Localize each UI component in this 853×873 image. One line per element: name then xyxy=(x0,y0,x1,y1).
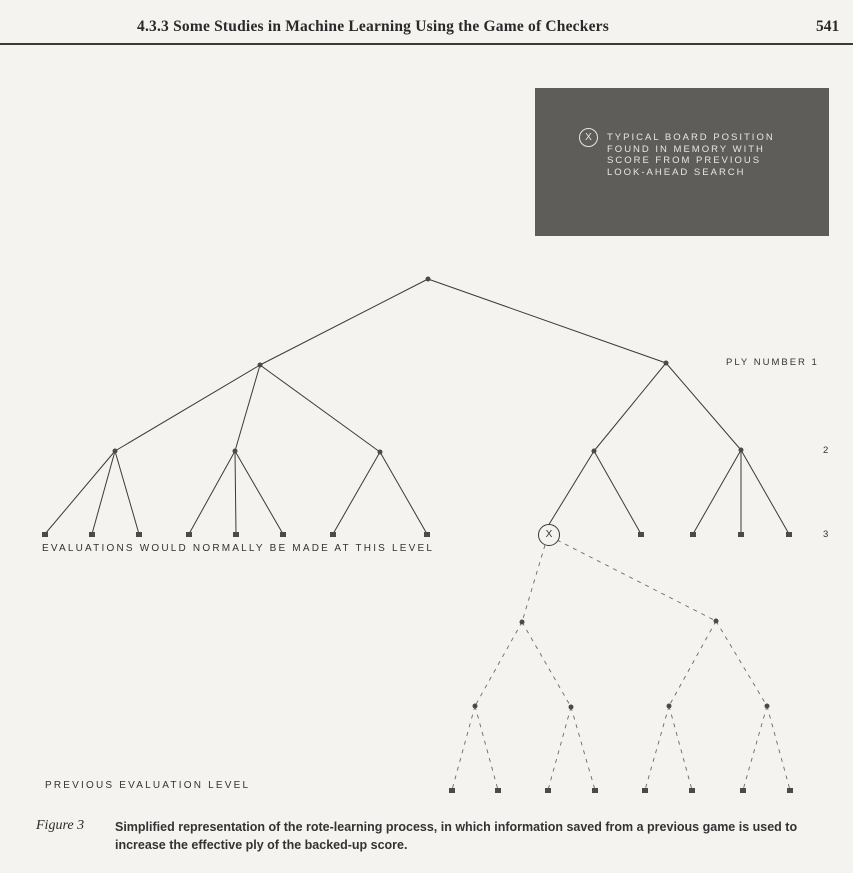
leaf-node xyxy=(424,532,430,537)
ply-number-label: PLY NUMBER 1 xyxy=(726,357,819,368)
legend-line: SCORE FROM PREVIOUS xyxy=(607,155,762,166)
tree-node xyxy=(592,449,597,454)
tree-edge xyxy=(189,451,235,534)
dashed-tree-edges xyxy=(452,540,790,790)
tree-edge xyxy=(235,451,283,534)
legend-line: LOOK-AHEAD SEARCH xyxy=(607,166,746,178)
tree-edge xyxy=(666,363,741,450)
dashed-edge xyxy=(557,540,716,621)
leaf-nodes xyxy=(42,532,793,793)
leaf-node xyxy=(136,532,142,537)
dashed-edge xyxy=(669,621,716,706)
tree-edge xyxy=(380,452,427,534)
tree-edge xyxy=(333,452,380,534)
tree-edge xyxy=(260,365,380,452)
leaf-node xyxy=(495,788,501,793)
leaf-node xyxy=(545,788,551,793)
leaf-node xyxy=(42,532,48,537)
dashed-edge xyxy=(669,706,692,790)
dashed-edge xyxy=(522,622,571,707)
tree-node xyxy=(426,277,431,282)
legend-x-marker: X xyxy=(579,128,598,147)
tree-nodes xyxy=(113,277,770,710)
tree-node xyxy=(667,704,672,709)
tree-node xyxy=(739,448,744,453)
tree-node xyxy=(520,620,525,625)
legend-line: FOUND IN MEMORY WITH xyxy=(607,143,765,155)
memory-position-x-marker: X xyxy=(538,524,560,546)
leaf-node xyxy=(787,788,793,793)
tree-node xyxy=(714,619,719,624)
ply-label-3: 3 xyxy=(823,529,831,540)
tree-edge xyxy=(741,450,789,534)
caption-text: Simplified representation of the rote-learning process, in which information saved from a previous game is used to increase the effective ply of the backed-up score. xyxy=(115,820,798,852)
leaf-node xyxy=(738,532,744,537)
leaf-node xyxy=(186,532,192,537)
dashed-edge xyxy=(767,706,790,790)
leaf-node xyxy=(690,532,696,537)
dashed-edge xyxy=(522,545,545,622)
solid-tree-edges xyxy=(45,279,789,534)
tree-edge xyxy=(548,451,594,526)
leaf-node xyxy=(280,532,286,537)
leaf-node xyxy=(689,788,695,793)
tree-edge xyxy=(594,363,666,451)
leaf-node xyxy=(592,788,598,793)
tree-edge xyxy=(92,451,115,534)
dashed-edge xyxy=(452,706,475,790)
figure-label: Figure 3 xyxy=(36,818,85,833)
leaf-node xyxy=(740,788,746,793)
tree-node xyxy=(473,704,478,709)
leaf-node xyxy=(638,532,644,537)
dashed-edge xyxy=(571,707,595,790)
previous-evaluation-level-label: PREVIOUS EVALUATION LEVEL xyxy=(45,780,251,791)
leaf-node xyxy=(233,532,239,537)
tree-edge xyxy=(428,279,666,363)
dashed-edge xyxy=(475,622,522,706)
legend-line: TYPICAL BOARD POSITION xyxy=(607,132,775,143)
tree-edge xyxy=(115,451,139,534)
tree-edge xyxy=(235,451,236,534)
leaf-node xyxy=(642,788,648,793)
tree-edge xyxy=(45,451,115,534)
dashed-edge xyxy=(716,621,767,706)
page-number: 541 xyxy=(816,18,840,35)
section-title: 4.3.3 Some Studies in Machine Learning Using the Game of Checkers xyxy=(137,18,609,35)
dashed-edge xyxy=(548,707,571,790)
tree-node xyxy=(765,704,770,709)
tree-node xyxy=(113,449,118,454)
ply-label-2: 2 xyxy=(823,445,831,456)
evaluation-level-label: EVALUATIONS WOULD NORMALLY BE MADE AT THIS LEVEL xyxy=(42,543,435,554)
tree-node xyxy=(664,361,669,366)
tree-edge xyxy=(260,279,428,365)
dashed-edge xyxy=(645,706,669,790)
leaf-node xyxy=(786,532,792,537)
dashed-edge xyxy=(743,706,767,790)
leaf-node xyxy=(449,788,455,793)
tree-edge xyxy=(594,451,641,534)
tree-node xyxy=(233,449,238,454)
tree-node xyxy=(258,363,263,368)
leaf-node xyxy=(89,532,95,537)
tree-node xyxy=(378,450,383,455)
tree-edge xyxy=(693,450,741,534)
leaf-node xyxy=(330,532,336,537)
dashed-edge xyxy=(475,706,498,790)
tree-node xyxy=(569,705,574,710)
